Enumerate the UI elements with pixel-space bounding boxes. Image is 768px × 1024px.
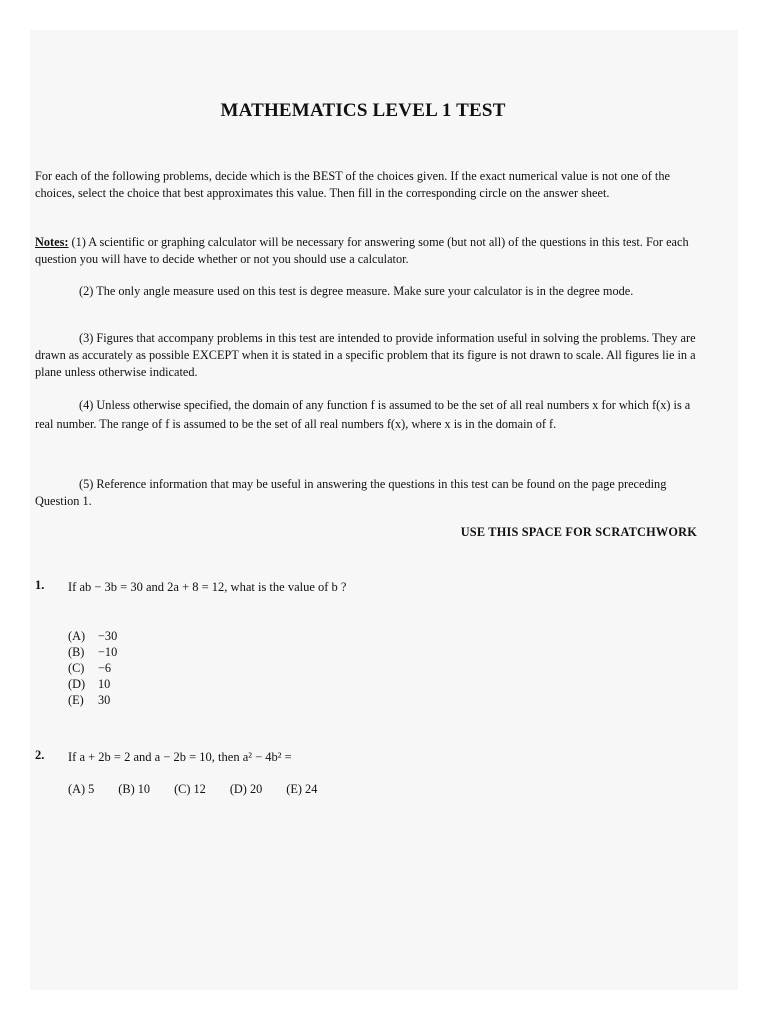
choice: (C) 12	[174, 782, 206, 796]
question-1-number: 1.	[35, 578, 45, 592]
choice: (B) 10	[118, 782, 151, 796]
choice: (E) 30	[68, 693, 111, 707]
note-4: (4) Unless otherwise specified, the domain of any function f is assumed to be the set of all real numbers x for which f(x) is a real number. The range of f is assumed to be the set of all real numbers f(x), where x is in the domain of f.	[35, 398, 691, 431]
question-1-choices	[68, 628, 117, 708]
notes-label: Notes:	[35, 235, 69, 249]
choice: (B) −10	[68, 645, 118, 659]
choice: (D) 10	[68, 677, 111, 691]
note-2: (2) The only angle measure used on this test is degree measure. Make sure your calculator is in the degree mode.	[79, 284, 634, 298]
note-1-text: (1) A scientific or graphing calculator will be necessary for answering some (but not all) of the questions in this test. For each question you will have to decide whether or not you should use a calculator.	[35, 235, 689, 266]
page-title: MATHEMATICS LEVEL 1 TEST	[220, 100, 506, 121]
note-3: (3) Figures that accompany problems in this test are intended to provide information useful in solving the problems. They are drawn as accurately as possible EXCEPT when it is stated in a specific problem that its figure is not drawn to scale. All figures lie in a plane unless otherwise indicated.	[35, 331, 696, 379]
choice: (A) −30	[68, 629, 118, 643]
note-1	[35, 234, 697, 268]
question-2-choices	[68, 782, 341, 797]
instructions-paragraph: For each of the following problems, decide which is the BEST of the choices given. If the exact numerical value is not one of the choices, select the choice that best approximates this value. Then fill in the corresponding circle on the answer sheet.	[35, 169, 670, 200]
question-1-text: If ab − 3b = 30 and 2a + 8 = 12, what is the value of b ?	[68, 580, 347, 594]
choice: (D) 20	[229, 782, 263, 796]
note-5: (5) Reference information that may be useful in answering the questions in this test can be found on the page preceding Question 1.	[35, 477, 667, 508]
question-2-number: 2.	[35, 748, 45, 762]
choice: (C) −6	[68, 661, 112, 675]
choice: (E) 24	[286, 782, 318, 796]
question-2-text: If a + 2b = 2 and a − 2b = 10, then a² − 4b² =	[68, 750, 292, 764]
choice: (A) 5	[68, 782, 95, 796]
scratchwork-label: USE THIS SPACE FOR SCRATCHWORK	[460, 525, 697, 539]
